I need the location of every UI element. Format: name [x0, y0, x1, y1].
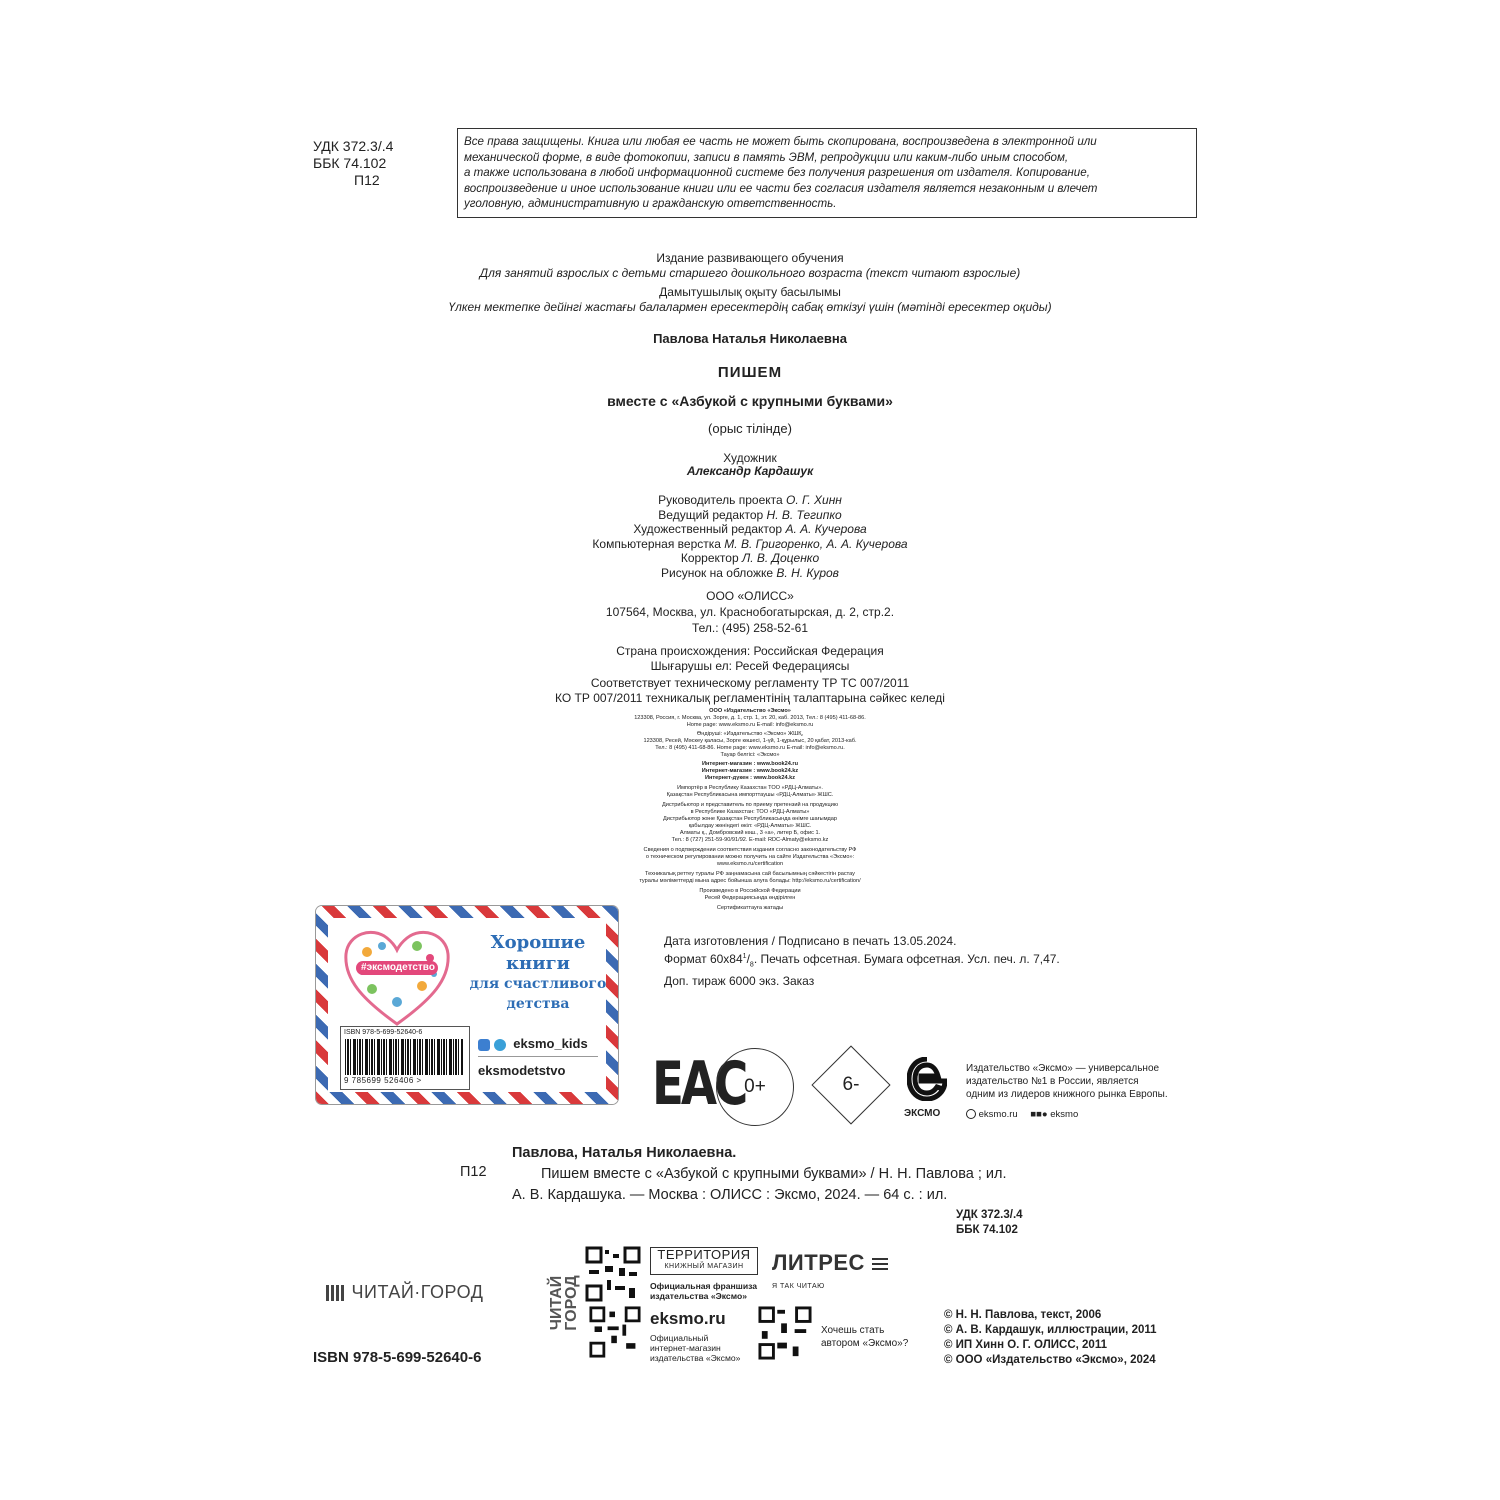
credit-row: Ведущий редактор Н. В. Тегипко [658, 507, 842, 522]
biblio-author: Павлова, Наталья Николаевна. [512, 1145, 737, 1161]
credit-row: Художественный редактор А. А. Кучерова [633, 522, 867, 536]
credit-row: Компьютерная верстка М. В. Григоренко, А. А. Кучерова [592, 536, 908, 551]
chitai-gorod-logo: ЧИТАЙ·ГОРОД [326, 1282, 483, 1303]
barcode [345, 1039, 463, 1075]
qr-code-chitai [585, 1246, 641, 1302]
regulation-kz: КО ТР 007/2011 техникалық регламентінің талаптарына сәйкес келеді [555, 691, 945, 705]
rights-line: механической форме, в виде фотокопии, записи в память ЭВМ, репродукции или каким-либо иным способом, [464, 150, 1069, 164]
globe-icon [966, 1109, 976, 1119]
production-info [664, 933, 1060, 989]
eksmo-logo-icon [907, 1057, 947, 1101]
biblio-line: Пишем вместе с «Азбукой с крупными буквами» / Н. Н. Павлова ; ил. [541, 1166, 1007, 1182]
artist-name: Александр Кардашук [686, 464, 814, 478]
menu-icon [872, 1258, 888, 1270]
publisher-phone: Тел.: (495) 258-52-61 [692, 621, 808, 635]
age-diamond-label: 6- [842, 1074, 860, 1095]
origin-kz: Шығарушы ел: Ресей Федерациясы [650, 659, 850, 673]
credit-row: Корректор Л. В. Доценко [680, 551, 820, 565]
bbk-code: ББК 74.102 [313, 155, 387, 171]
litres-tagline: Я ТАК ЧИТАЮ [772, 1283, 825, 1290]
rights-line: Все права защищены. Книга или любая ее часть не может быть скопирована, воспроизведена в электронной или [464, 135, 1097, 148]
qr-code-author [758, 1306, 812, 1360]
barcode-block [340, 1026, 470, 1090]
production-tirage: Доп. тираж 6000 экз. Заказ [664, 974, 815, 989]
eksmo-ru-note: Официальный интернет-магазин издательства «Эксмо» [650, 1333, 741, 1363]
social-row-2: eksmodetstvo [478, 1063, 566, 1078]
telegram-icon [494, 1039, 506, 1051]
edition-kz-title: Дамытушылық оқыту басылымы [659, 285, 841, 299]
production-date: Дата изготовления / Подписано в печать 13.05.2024. [664, 934, 957, 948]
biblio-code: П12 [460, 1164, 487, 1180]
biblio-line: А. В. Кардашука. — Москва : ОЛИСС : Эксмо, 2024. — 64 с. : ил. [512, 1187, 948, 1203]
artist-label: Художник [723, 451, 777, 465]
edition-ru-title: Издание развивающего обучения [656, 251, 844, 265]
telegram-icon: ● [1041, 1109, 1048, 1120]
territoria-logo: ТЕРРИТОРИЯ КНИЖНЫЙ МАГАЗИН [650, 1247, 758, 1275]
vk-icon [478, 1039, 490, 1051]
credit-row: Руководитель проекта О. Г. Хинн [658, 493, 842, 507]
age-circle: 0+ [716, 1048, 794, 1126]
rutube-icon: ■ [1036, 1109, 1042, 1120]
fine-print: ООО «Издательство «Эксмо» 123308, Россия, г. Москва, ул. Зорге, д. 1, стр. 1, эт. 20, каб. 2013, Тел.: 8 (495) 411-68-86. Home page: www.eksmo.ru E-mail: info@eksmo.ru Өндіруші: «Издательство «Эксмо» ЖШҚ, 123308, Ресей, Мәскеу қаласы, Зорге көшесі, 1-үй, 1-құрылыс, 20 қабат, 2013-каб. Тел.: 8 (495) 411-68-86. Home page: www.eksmo.ru E-mail: info@eksmo.ru. Тауар белгісі: «Эксмо» Интернет-магазин : www.book24.ru Интернет-магазин : www.book24.kz Интернет-дүкен : www.book24.kz Импортёр в Республику Казахстан ТОО «РДЦ-Алматы». Қазақстан Республикасына импорттаушы «РДЦ-Алматы» ЖШС. Дистрибьютор и представитель по приему претензий на продукцию в Республике Казахстан: ТОО «РДЦ-Алматы» Дистрибьютор және Қазақстан Республикасында өнімге шағымдар қабылдау жөніндегі өкіл: «РДЦ-Алматы» ЖШС. Алматы қ., Домбровский көш., 3 «а», литер Б, офис 1. Тел.: 8 (727) 251-59-90/91/92. E-mail: RDC-Almaty@eksmo.kz Сведения о подтверждении соответствия издания согласно законодательству РФ о техническом регулировании можно получить на сайте Издательства «Эксмо»: www.eksmo.ru/certification Техникалық реттеу туралы РФ заңнамасына сай басылымның сәйкестігін растау туралы мәліметтерді мына адрес бойынша алуға болады: http://eksmo.ru/certification/ Произведено в Российской Федерации Ресей Федерациясында өндірілген Сертификаттауға жатады [634, 708, 866, 911]
origin-ru: Страна происхождения: Российская Федерация [616, 644, 884, 658]
udk-code: УДК 372.3/.4 [313, 138, 394, 154]
biblio-record [512, 1143, 1006, 1206]
isbn: ISBN 978-5-699-52640-6 [313, 1349, 482, 1366]
author-invite: Хочешь стать автором «Эксмо»? [821, 1325, 909, 1349]
social-row-1: eksmo_kids [478, 1036, 588, 1051]
eksmo-ru-link: eksmo.ru [650, 1309, 726, 1328]
eksmo-links: eksmo.ru ■■● eksmo [966, 1109, 1078, 1120]
chitai-gorod-icon [326, 1285, 346, 1301]
book-title: ПИШЕМ [717, 364, 783, 381]
copyright-block: © Н. Н. Павлова, текст, 2006 © А. В. Кардашук, иллюстрации, 2011 © ИП Хинн О. Г. ОЛИСС, 2011 © ООО «Издательство «Эксмо», 2024 [944, 1309, 1157, 1366]
qr-code-eksmo [589, 1306, 641, 1358]
promo-slogan: Хорошие книги для счастливого детства [469, 932, 607, 1012]
rights-line: уголовную, административную и гражданскую ответственность. [464, 197, 837, 210]
heart-tag: #эксмодетство [361, 962, 435, 973]
chitai-gorod-vertical: ЧИТАЙ ГОРОД [548, 1248, 578, 1360]
author-mark: П12 [354, 172, 380, 188]
barcode-digits: 9 785699 526406 > [344, 1076, 422, 1085]
promo-postcard [316, 906, 618, 1104]
eksmo-description: Издательство «Эксмо» — универсальное издательство №1 в России, является одним из лидеров книжного рынка Европы. [966, 1063, 1168, 1100]
publisher-name: ООО «ОЛИСС» [706, 589, 794, 603]
litres-logo: ЛИТРЕС [772, 1250, 888, 1276]
credit-row: Рисунок на обложке В. Н. Куров [661, 565, 839, 580]
eksmo-logo-text: ЭКСМО [904, 1108, 941, 1119]
publisher-address: 107564, Москва, ул. Краснобогатырская, д. 2, стр.2. [605, 605, 895, 619]
heart-illustration [342, 924, 452, 1028]
author-name: Павлова Наталья Николаевна [653, 331, 847, 346]
rights-notice [457, 128, 1197, 218]
udk-block-bottom: УДК 372.3/.4 ББК 74.102 [956, 1209, 1023, 1236]
barcode-isbn: ISBN 978-5-699-52640-6 [344, 1029, 423, 1036]
edition-ru-note: Для занятий взрослых с детьми старшего дошкольного возраста (текст читают взрослые) [479, 266, 1021, 280]
credits-list [430, 493, 1070, 580]
eac-mark: EAC [652, 1049, 746, 1119]
rights-line: воспроизведение и иное использование книги или ее части без согласия издателя является незаконным и влечет [464, 181, 1098, 195]
vk-icon: ■ [1030, 1109, 1037, 1120]
social-divider [478, 1056, 598, 1057]
production-format: Формат $60x84^1/_8$. Печать офсетная. Бумага офсетная. Усл. печ. л. 7,47. [664, 952, 1060, 969]
franchise-note: Официальная франшиза издательства «Эксмо» [650, 1281, 758, 1301]
language-note: (орыс тілінде) [708, 421, 792, 436]
edition-kz-note: Үлкен мектепке дейінгі жастағы балалармен ересектердің сабақ өткізуі үшін (мәтінді ересектер оқиды) [448, 300, 1052, 314]
regulation-ru: Соответствует техническому регламенту ТР ТС 007/2011 [590, 676, 910, 690]
rights-line: а также использована в любой информационной системе без получения разрешения от издателя. Копирование, [464, 166, 1090, 179]
udk-block-top [313, 138, 393, 189]
book-subtitle: вместе с «Азбукой с крупными буквами» [607, 393, 893, 409]
